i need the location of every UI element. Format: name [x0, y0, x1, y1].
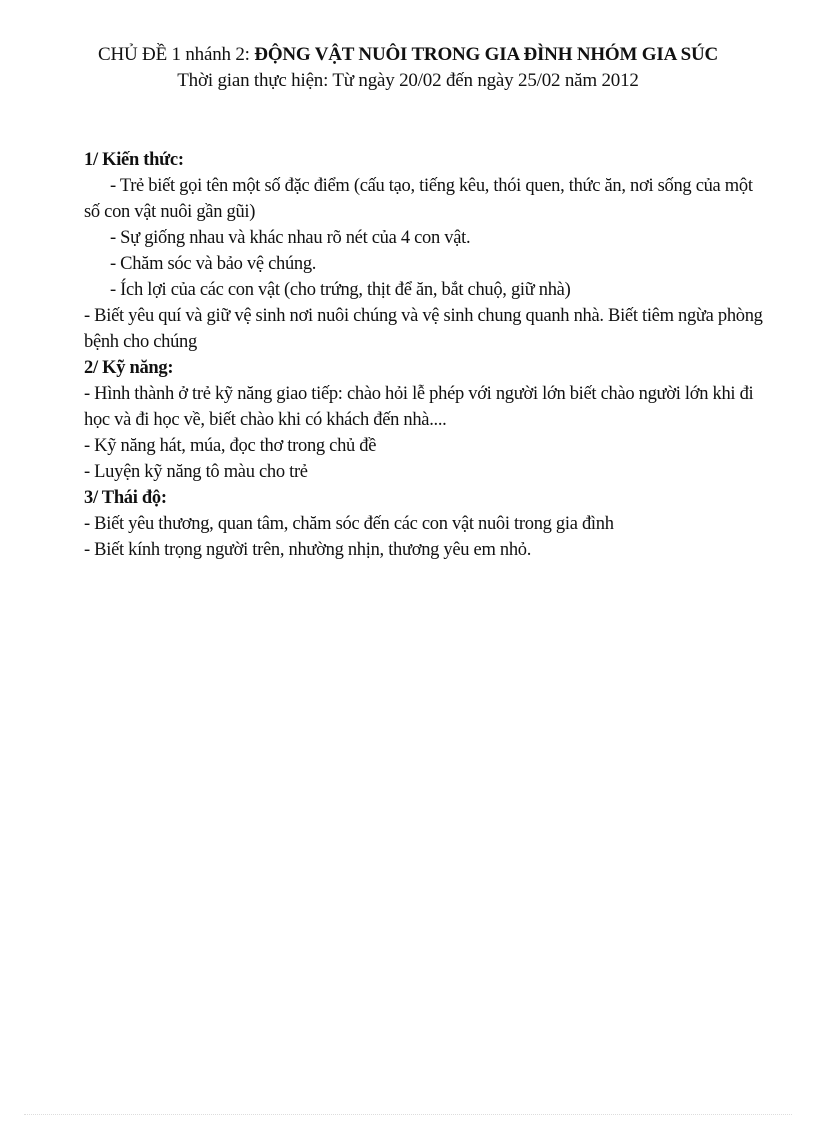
document-header	[0, 42, 816, 94]
knowledge-heading: 1/ Kiến thức:	[84, 150, 184, 170]
attitude-item-2: - Biết kính trọng người trên, nhường nhịn, thương yêu em nhỏ.	[84, 540, 532, 560]
skills-item-3: - Luyện kỹ năng tô màu cho trẻ	[84, 462, 308, 482]
skills-heading: 2/ Kỹ năng:	[84, 358, 174, 378]
knowledge-item-4: - Ích lợi của các con vật (cho trứng, thịt để ăn, bắt chuộ, giữ nhà)	[110, 280, 571, 300]
knowledge-item-1: - Trẻ biết gọi tên một số đặc điểm (cấu tạo, tiếng kêu, thói quen, thức ăn, nơi sống của một số con vật nuôi gần gũi)	[84, 176, 753, 222]
skills-item-1: - Hình thành ở trẻ kỹ năng giao tiếp: chào hỏi lễ phép với người lớn biết chào người lớn khi đi học và đi học về, biết chào khi có khách đến nhà....	[84, 384, 754, 430]
header-subtitle: Thời gian thực hiện: Từ ngày 20/02 đến ngày 25/02 năm 2012	[177, 70, 639, 91]
attitude-heading: 3/ Thái độ:	[84, 488, 167, 508]
header-title-line	[0, 42, 816, 68]
knowledge-item-3: - Chăm sóc và bảo vệ chúng.	[110, 254, 317, 274]
document-body	[84, 147, 764, 563]
skills-item-2: - Kỹ năng hát, múa, đọc thơ trong chủ đề	[84, 436, 377, 456]
attitude-item-1: - Biết yêu thương, quan tâm, chăm sóc đến các con vật nuôi trong gia đình	[84, 514, 614, 534]
header-title: ĐỘNG VẬT NUÔI TRONG GIA ĐÌNH NHÓM GIA SÚC	[254, 44, 718, 65]
footer-divider	[24, 1114, 792, 1115]
knowledge-item-5: - Biết yêu quí và giữ vệ sinh nơi nuôi chúng và vệ sinh chung quanh nhà. Biết tiêm ngừa phòng bệnh cho chúng	[84, 306, 763, 352]
header-prefix: CHỦ ĐỀ 1 nhánh 2:	[97, 44, 255, 65]
knowledge-item-2: - Sự giống nhau và khác nhau rõ nét của 4 con vật.	[110, 228, 471, 248]
